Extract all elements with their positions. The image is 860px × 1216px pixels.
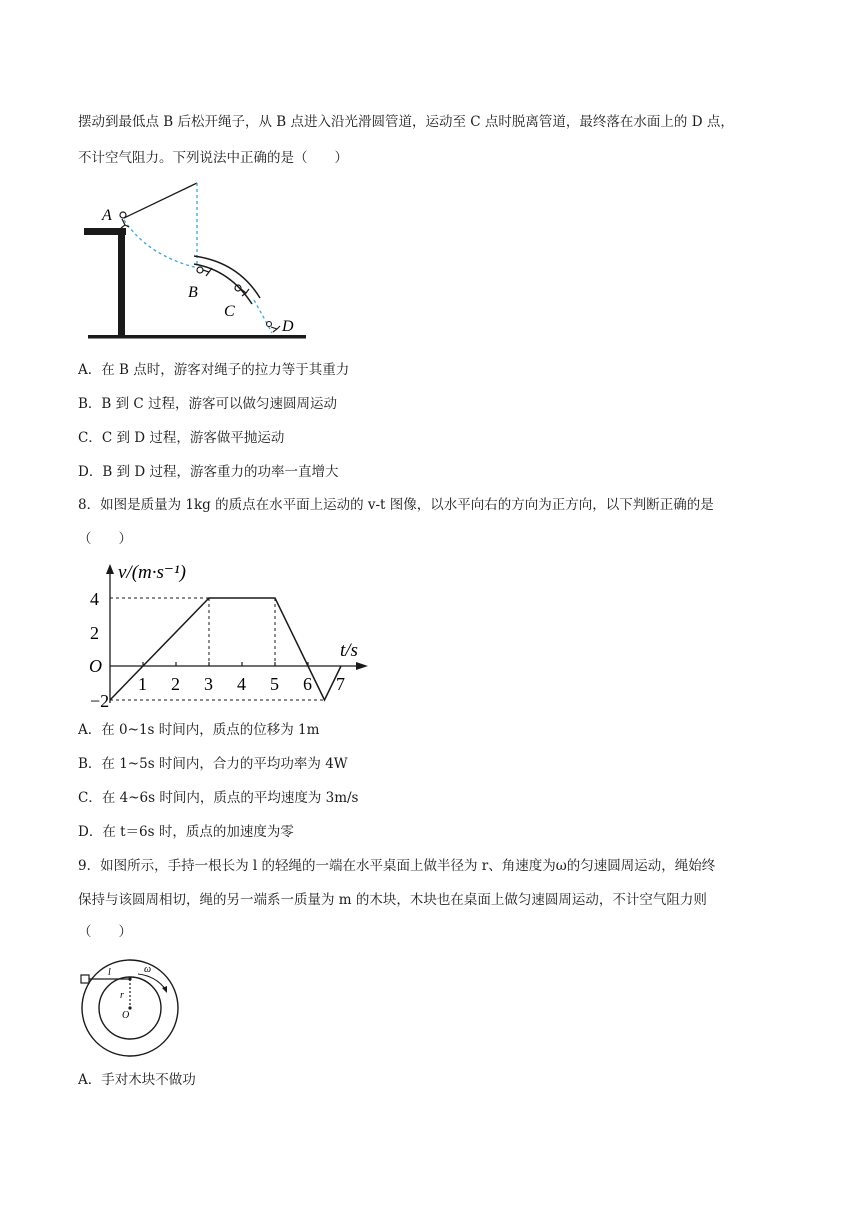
q7-option-a: A．在 B 点时，游客对绳子的拉力等于其重力 [78,362,350,378]
person-d-icon [267,322,281,333]
label-omega: ω [144,964,152,975]
q7-stem-line2: 不计空气阻力。下列说法中正确的是（ ） [78,150,348,166]
y-axis-label: v/(m·s⁻¹) [118,562,186,583]
y-tick-label: −2 [90,691,110,708]
label-b: B [188,284,198,301]
label-a: A [102,207,112,224]
origin-label: O [89,656,102,676]
x-tick-label: 1 [138,674,147,694]
q8-stem-line2: （ ） [78,531,132,547]
x-tick-label: 6 [303,674,312,694]
x-tick-label: 5 [270,674,279,694]
x-axis-label: t/s [340,640,358,661]
y-axis-arrow [106,564,114,574]
q7-figure [78,178,318,348]
q8-option-b: B．在 1~5s 时间内，合力的平均功率为 4W [78,756,348,772]
swing-arc [124,220,198,268]
rotation-arrowhead-icon [162,986,167,993]
block-icon [81,975,89,983]
label-d: D [282,318,294,335]
q9-stem-line1: 9．如图所示，手持一根长为 l 的轻绳的一端在水平桌面上做半径为 r、角速度为ω的匀速圆周运动，绳始终 [78,858,716,874]
q8-option-d: D．在 t＝6s 时，质点的加速度为零 [78,824,294,840]
platform-pole [118,228,125,338]
rotation-arrow-icon [138,974,166,990]
q8-option-a: A．在 0~1s 时间内，质点的位移为 1m [78,722,320,738]
label-l: l [108,967,111,978]
rope [124,183,197,218]
x-axis-arrow [356,662,368,670]
vt-chart [78,558,378,708]
q7-option-b: B．B 到 C 过程，游客可以做匀速圆周运动 [78,396,338,412]
label-r: r [120,990,124,1001]
q9-option-a: A．手对木块不做功 [78,1072,196,1088]
tangent-dot [128,977,131,980]
label-c: C [224,303,235,320]
q9-stem-line3: （ ） [78,924,132,940]
y-tick-label: 4 [90,589,99,609]
q7-option-c: C．C 到 D 过程，游客做平抛运动 [78,430,285,446]
label-o: O [122,1010,130,1021]
q8-stem-line1: 8．如图是质量为 1kg 的质点在水平面上运动的 v-t 图像，以水平向右的方向为正方向，以下判断正确的是 [78,497,714,513]
fall-path [254,300,272,333]
q9-stem-line2: 保持与该圆周相切，绳的另一端系一质量为 m 的木块，木块也在桌面上做匀速圆周运动，不计空气阻力则 [78,892,707,908]
q7-option-d: D．B 到 D 过程，游客重力的功率一直增大 [78,464,339,480]
x-tick-label: 4 [237,674,246,694]
x-tick-label: 7 [336,674,345,694]
y-tick-label: 2 [90,623,99,643]
q8-option-c: C．在 4~6s 时间内，质点的平均速度为 3m/s [78,790,359,806]
q9-figure [78,956,188,1066]
x-tick-label: 2 [171,674,180,694]
q7-stem-line1: 摆动到最低点 B 后松开绳子，从 B 点进入沿光滑圆管道，运动至 C 点时脱离管道，最终落在水面上的 D 点， [78,114,734,130]
x-tick-label: 3 [204,674,213,694]
ground-line [88,335,306,339]
